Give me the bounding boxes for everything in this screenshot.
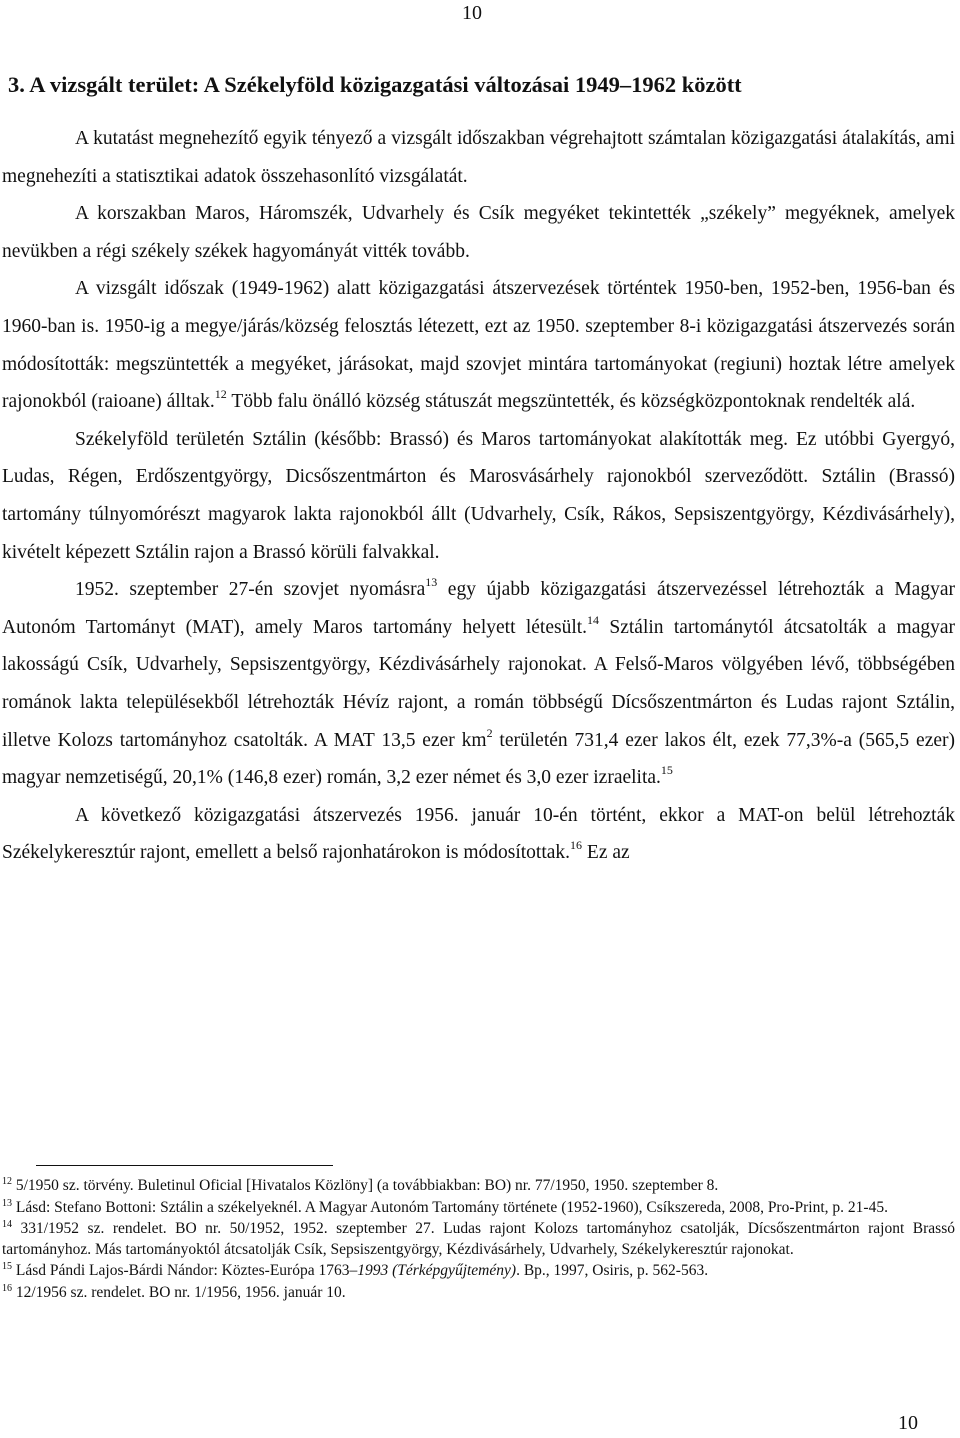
footnote-13-text: Lásd: Stefano Bottoni: Sztálin a székelyeknél. A Magyar Autonóm Tartomány története (1952-1960), Csíkszereda, 2008, Pro-Print, p. 21-45. [12,1198,888,1216]
section-heading: 3. A vizsgált terület: A Székelyföld közigazgatási változásai 1949‒1962 között [8,72,742,97]
page-number-bottom: 10 [898,1412,918,1434]
page-number-top: 10 [462,2,482,24]
paragraph-5-text-d: területén 731,4 ezer lakos élt, ezek 77,3%-a (565,5 ezer) magyar nemzetiségű, 20,1% (146,8 ezer) román, 3,2 ezer német és 3,0 ezer izraelita. [2,729,955,789]
body-text [2,120,955,872]
paragraph-6-text-b: Ez az [582,842,630,864]
paragraph-5 [2,571,955,797]
paragraph-4: Székelyföld területén Sztálin (később: Brassó) és Maros tartományokat alakították meg. Ez utóbbi Gyergyó, Ludas, Régen, Erdőszentgyörgy, Dicsőszentmárton és Marosvásárhely rajonokból szerveződött. Sztálin (Brassó) tartomány túlnyomórészt magyarok lakta rajonokból állt (Udvarhely, Csík, Rákos, Sepsiszentgyörgy, Kézdivásárhely), kivételt képezett Sztálin rajon a Brassó körüli falvakkal. [2,428,955,563]
footnote-15-text-a: Lásd Pándi Lajos-Bárdi Nándor: Köztes-Európa 1763 [12,1262,350,1279]
footnote-15-number: 15 [2,1261,12,1272]
footnote-12-number: 12 [2,1176,12,1187]
paragraph-2: A korszakban Maros, Háromszék, Udvarhely és Csík megyéket tekintették „székely” megyéknek, amelyek nevükben a régi székely székek hagyományát vitték tovább. [2,203,955,262]
footnote-16 [2,1283,955,1304]
footnote-13-number: 13 [2,1197,12,1209]
footnote-12 [2,1176,955,1197]
footnote-15-text-italic: ‒1993 (Térképgyűjtemény) [349,1262,517,1279]
paragraph-3-text-b: Több falu önálló község státuszát megszüntették, és községközpontoknak rendelték alá. [226,391,916,413]
paragraph-6-text-a: A következő közigazgatási átszervezés 1956. január 10-én történt, ekkor a MAT-on belül létrehozták Székelykeresztúr rajont, emellett a belső rajonhatárokon is módosítottak. [2,804,955,864]
footnote-15-text-b: . Bp., 1997, Osiris, p. 562-563. [516,1262,709,1279]
paragraph-3-text-a: A vizsgált időszak (1949-1962) alatt közigazgatási átszervezések történtek 1950-ben, 1952-ben, 1956-ban és 1960-ban is. 1950-ig a megye/járás/község felosztás létezett, ezt az 1950. szeptember 8-i közigazgatási átszervezés során módosították: megszüntették a megyéket, járásokat, majd szovjet mintára tartományokat (regiuni) hoztak létre amelyek rajonokból (raioane) álltak. [2,278,955,413]
footnote-16-number: 16 [2,1282,12,1294]
footnote-14-number: 14 [2,1219,12,1230]
paragraph-5-text-a: 1952. szeptember 27-én szovjet nyomásra [75,579,426,601]
footnote-12-text: 5/1950 sz. törvény. Buletinul Oficial [Hivatalos Közlöny] (a továbbiakban: BO) nr. 77/1950, 1950. szeptember 8. [12,1177,719,1194]
footnote-ref-15[interactable]: 15 [660,763,673,778]
paragraph-1: A kutatást megnehezítő egyik tényező a vizsgált időszakban végrehajtott számtalan közigazgatási átalakítás, ami megnehezíti a statisztikai adatok összehasonlító vizsgálatát. [2,128,955,187]
paragraph-5-text-c: Sztálin tartománytól átcsatolták a magyar lakosságú Csík, Udvarhely, Sepsiszentgyörgy, Kézdivásárhely rajonokat. A Felső-Maros völgyében lévő, többségében románok lakta településekből létrehozták Hévíz rajont, a román többségű Dícsőszentmárton és Ludas rajont Sztálin, illetve Kolozs tartományhoz csatolták. A MAT 13,5 ezer km [2,616,955,751]
footnote-16-text: 12/1956 sz. rendelet. BO nr. 1/1956, 1956. január 10. [12,1283,346,1301]
footnote-15 [2,1261,955,1282]
footnote-ref-16[interactable]: 16 [570,838,583,853]
footnote-14-text: 331/1952 sz. rendelet. BO nr. 50/1952, 1952. szeptember 27. Ludas rajont Kolozs tartományhoz csatolják, Dícsőszentmárton rajont Brassó tartományhoz. Más tartományoktól átcsatolják Csík, Sepsiszentgyörgy, Kézdivásárhely, Udvarhely, Székelykeresztúr rajonokat. [2,1220,955,1258]
footnote-ref-13[interactable]: 13 [425,575,438,590]
footnote-separator [36,1165,333,1166]
paragraph-5-text-b: egy újabb közigazgatási átszervezéssel létrehozták a Magyar Autonóm Tartományt (MAT), amely Maros tartomány helyett létesült. [2,579,955,638]
km-squared-superscript: 2 [486,725,493,740]
footnote-14 [2,1219,955,1260]
paragraph-6 [2,797,955,872]
paragraph-3 [2,270,955,420]
footnote-ref-14[interactable]: 14 [587,612,600,627]
footnotes [2,1176,955,1304]
footnote-ref-12[interactable]: 12 [214,387,227,402]
footnote-13 [2,1198,955,1219]
